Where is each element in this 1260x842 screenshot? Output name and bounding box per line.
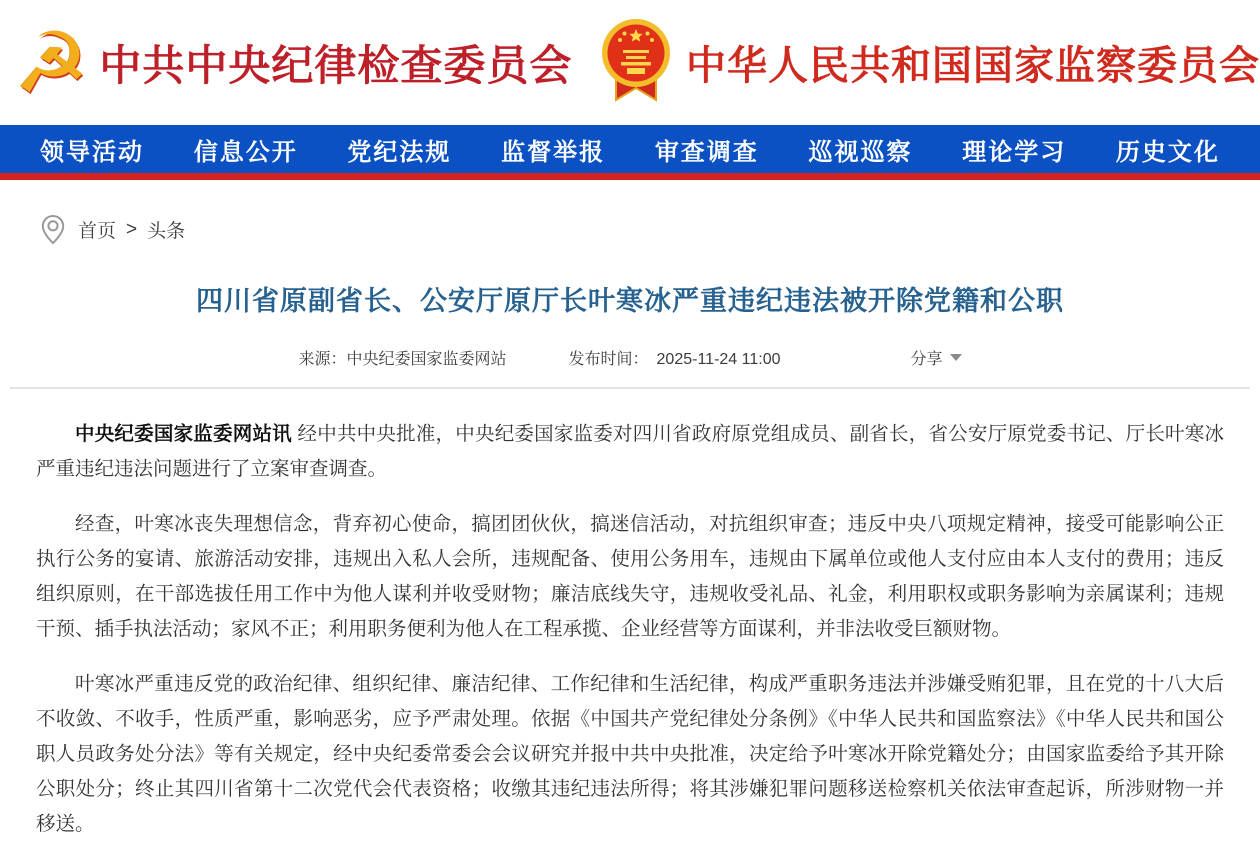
nav-item-leadership[interactable]: 领导活动 xyxy=(40,136,144,166)
breadcrumb-separator: > xyxy=(126,218,138,240)
main-nav xyxy=(0,125,1260,173)
source-value: 中央纪委国家监委网站 xyxy=(346,351,507,368)
national-emblem-icon xyxy=(600,16,672,109)
article-title: 四川省原副省长、公安厅原厅长叶寒冰严重违纪违法被开除党籍和公职 xyxy=(196,286,1064,316)
article-publish-time xyxy=(569,346,781,369)
caret-down-icon xyxy=(950,354,962,361)
source-label: 来源： xyxy=(298,351,347,368)
nsc-title: 中华人民共和国国家监察委员会 xyxy=(686,42,1260,89)
nav-item-report[interactable]: 监督举报 xyxy=(501,136,606,166)
article-paragraph-3: 叶寒冰严重违反党的政治纪律、组织纪律、廉洁纪律、工作纪律和生活纪律，构成严重职务违法并涉嫌受贿犯罪，且在党的十八大后不收敛、不收手，性质严重，影响恶劣，应予严肃处理。依据《中国共产党纪律处分条例》《中华人民共和国监察法》《中华人民共和国公职人员政务处分法》等有关规定，经中央纪委常委会会议研究并报中共中央批准，决定给予叶寒冰开除党籍处分；由国家监委给予其开除公职处分；终止其四川省第十二次党代会代表资格；收缴其违纪违法所得；将其涉嫌犯罪问题移送检察机关依法审查起诉，所涉财物一并移送。 xyxy=(36,673,1224,835)
share-label: 分享 xyxy=(910,351,943,368)
share-button[interactable] xyxy=(910,346,961,369)
article-meta xyxy=(10,346,1250,389)
nav-item-inspection[interactable]: 巡视巡察 xyxy=(808,136,913,166)
nsc-logo[interactable] xyxy=(600,16,1260,109)
party-emblem-icon: ☭ xyxy=(14,13,90,112)
publish-label: 发布时间： xyxy=(568,351,649,368)
nav-item-history[interactable]: 历史文化 xyxy=(1115,136,1220,166)
site-header xyxy=(0,0,1260,125)
paragraph-1-text: 经中共中央批准，中央纪委国家监委对四川省政府原党组成员、副省长，省公安厅原党委书记、厅长叶寒冰严重违纪违法问题进行了立案审查调查。 xyxy=(36,423,1224,480)
location-pin-icon xyxy=(40,214,66,245)
article-paragraph-2: 经查，叶寒冰丧失理想信念，背弃初心使命，搞团团伙伙，搞迷信活动，对抗组织审查；违反中央八项规定精神，接受可能影响公正执行公务的宴请、旅游活动安排，违规出入私人会所，违规配备、使用公务用车，违规由下属单位或他人支付应由本人支付的费用；违反组织原则，在干部选拔任用工作中为他人谋利并收受财物；廉洁底线失守，违规收受礼品、礼金，利用职权或职务影响为亲属谋利；违规干预、插手执法活动；家风不正；利用职务便利为他人在工程承揽、企业经营等方面谋利，并非法收受巨额财物。 xyxy=(36,513,1224,640)
nav-item-investigation[interactable]: 审查调查 xyxy=(654,136,759,166)
ccdi-logo[interactable] xyxy=(14,13,600,112)
nav-item-regulations[interactable]: 党纪法规 xyxy=(347,136,452,166)
article xyxy=(0,279,1260,842)
nav-item-info[interactable]: 信息公开 xyxy=(193,136,298,166)
paragraph-lead: 中央纪委国家监委网站讯 xyxy=(75,423,292,445)
breadcrumb-home[interactable]: 首页 xyxy=(78,221,117,242)
nav-item-theory[interactable]: 理论学习 xyxy=(962,136,1067,166)
article-paragraph-1 xyxy=(36,417,1224,487)
ccdi-title: 中共中央纪律检查委员会 xyxy=(99,40,573,90)
article-body xyxy=(0,389,1260,842)
publish-value: 2025-11-24 11:00 xyxy=(656,351,781,368)
breadcrumb-current[interactable]: 头条 xyxy=(147,221,186,242)
article-source xyxy=(298,346,506,369)
nav-accent-bar xyxy=(0,173,1260,180)
breadcrumb xyxy=(40,214,1260,245)
